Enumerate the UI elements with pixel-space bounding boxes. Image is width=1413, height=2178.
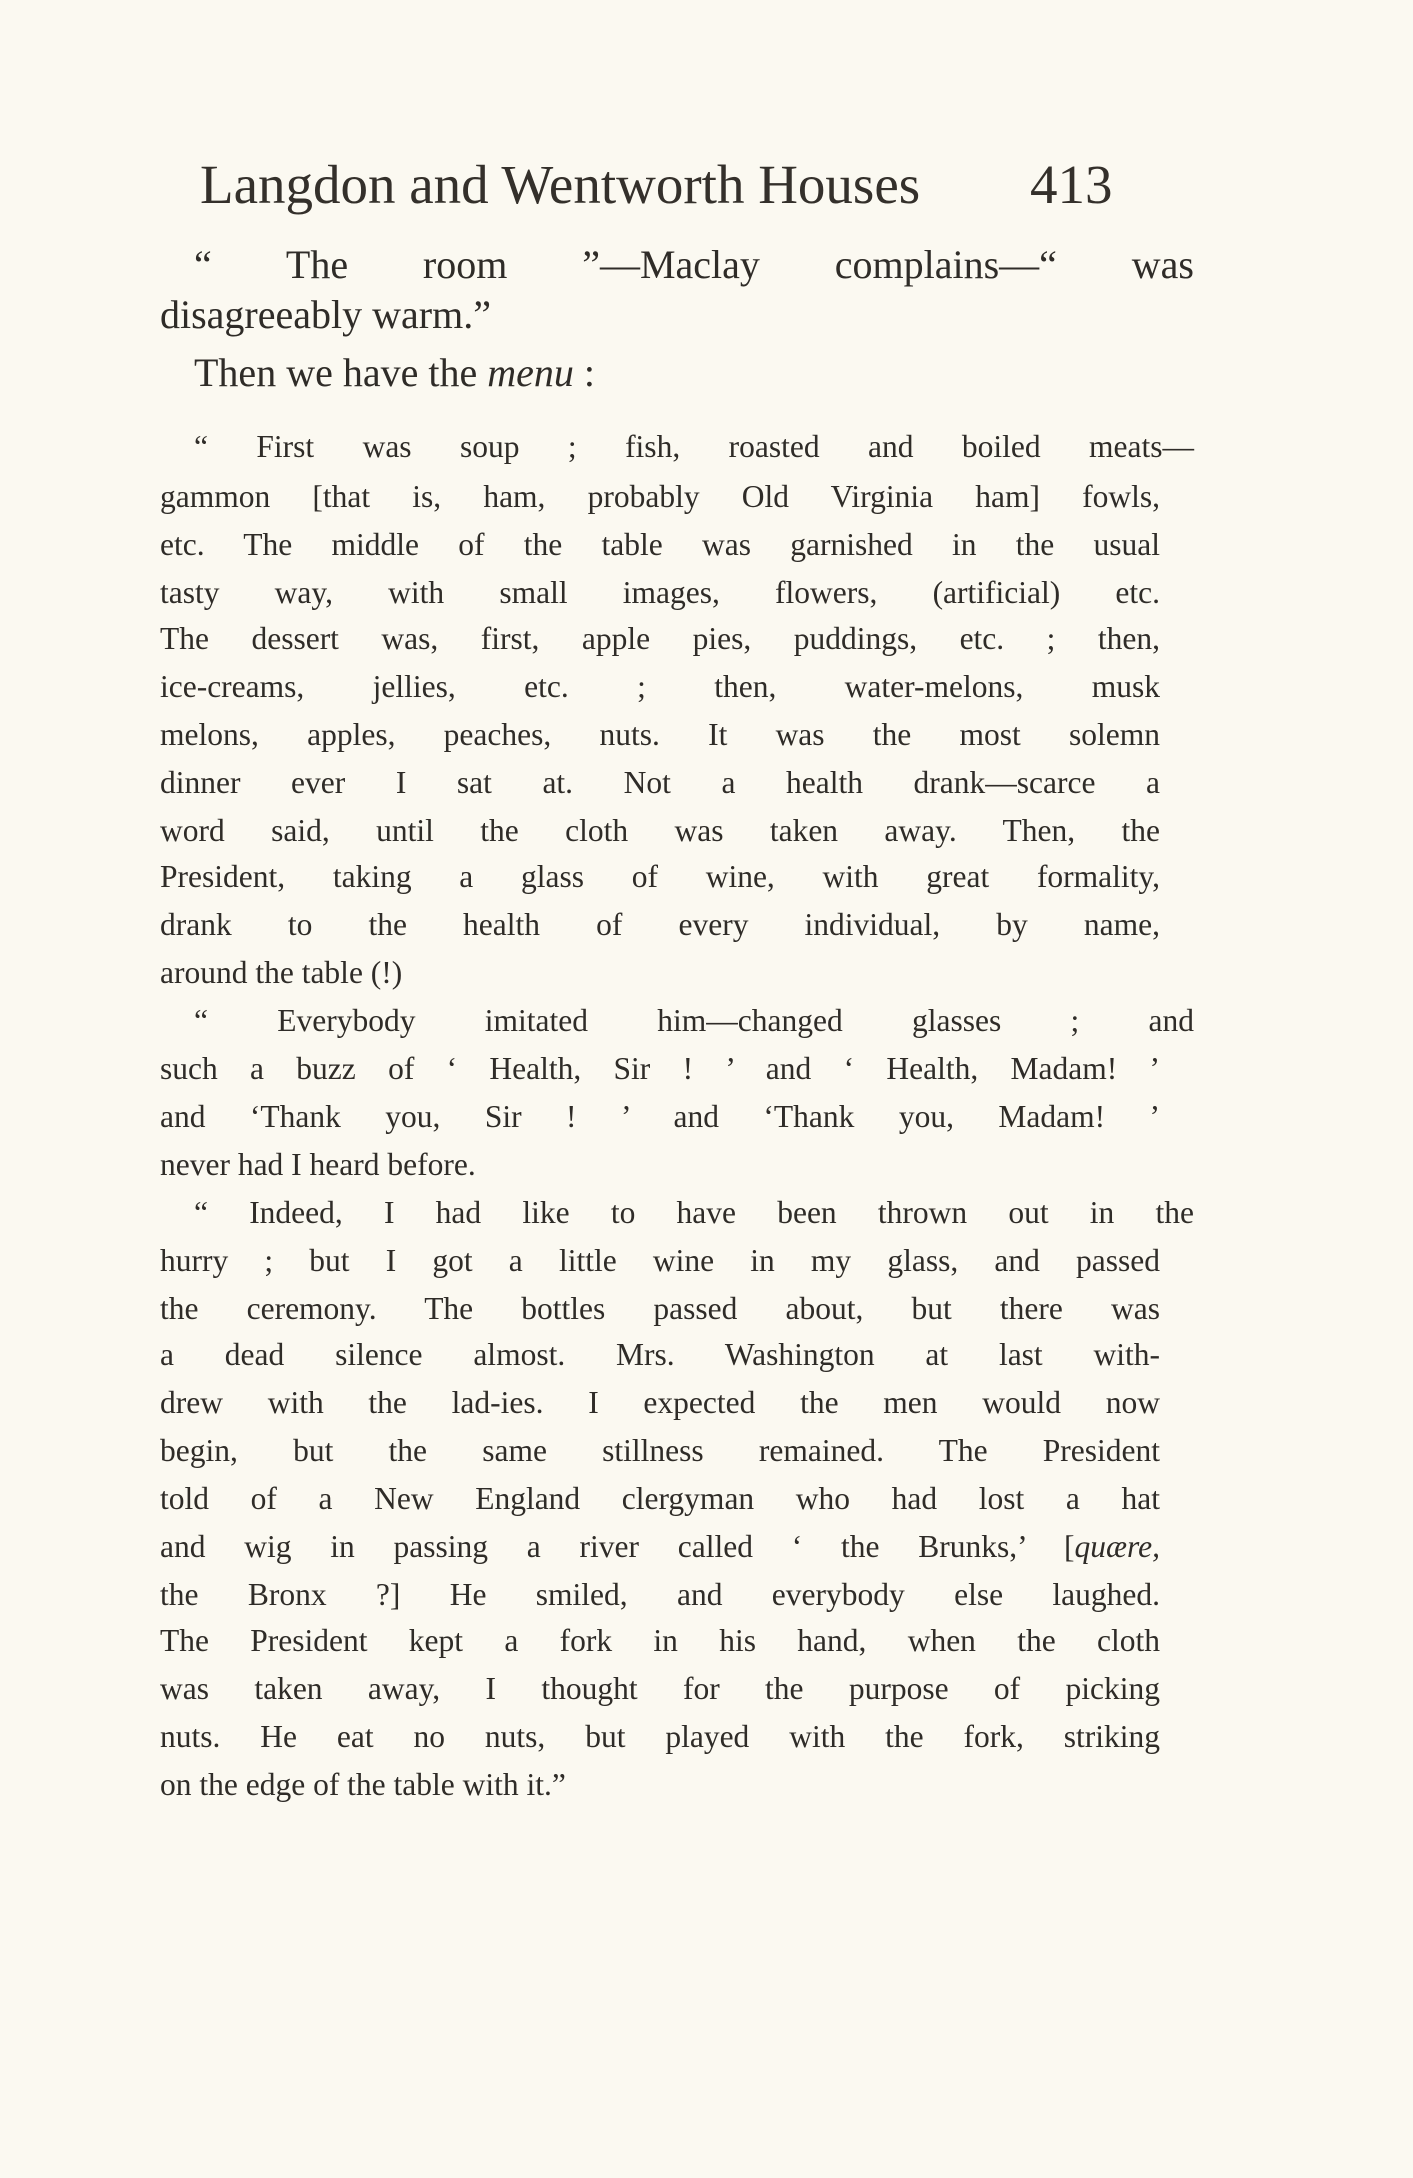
text-line: President, taking a glass of wine, with great formality, — [160, 859, 1160, 894]
text-line: drew with the lad-ies. I expected the men would now — [160, 1385, 1160, 1420]
running-head — [200, 150, 1160, 220]
text-line: the ceremony. The bottles passed about, but there was — [160, 1291, 1160, 1326]
text-line: was taken away, I thought for the purpose of picking — [160, 1671, 1160, 1706]
text-line: tasty way, with small images, flowers, (artificial) etc. — [160, 575, 1160, 610]
text-line: dinner ever I sat at. Not a health drank—scarce a — [160, 765, 1160, 800]
text-line: nuts. He eat no nuts, but played with the fork, striking — [160, 1719, 1160, 1754]
text-line: etc. The middle of the table was garnished in the usual — [160, 527, 1160, 562]
text-line: a dead silence almost. Mrs. Washington at last with- — [160, 1337, 1160, 1372]
text-line: “ Everybody imitated him—changed glasses ; and — [194, 1003, 1194, 1038]
text-line: told of a New England clergyman who had lost a hat — [160, 1481, 1160, 1516]
text-line: melons, apples, peaches, nuts. It was the most solemn — [160, 717, 1160, 752]
text-line: ice-creams, jellies, etc. ; then, water-melons, musk — [160, 669, 1160, 704]
text-line: and ‘Thank you, Sir ! ’ and ‘Thank you, Madam! ’ — [160, 1099, 1160, 1134]
text-line: word said, until the cloth was taken away. Then, the — [160, 813, 1160, 848]
text-line: drank to the health of every individual, by name, — [160, 907, 1160, 942]
text-line: and wig in passing a river called ‘ the Brunks,’ [quære, — [160, 1529, 1160, 1564]
text-line: on the edge of the table with it.” — [160, 1767, 566, 1802]
text-line: “ First was soup ; fish, roasted and boiled meats— — [194, 429, 1194, 464]
text-line: around the table (!) — [160, 955, 403, 990]
text-line: disagreeably warm.” — [160, 292, 491, 337]
text-line: The President kept a fork in his hand, when the cloth — [160, 1623, 1160, 1658]
text-line: hurry ; but I got a little wine in my glass, and passed — [160, 1243, 1160, 1278]
text-line: gammon [that is, ham, probably Old Virginia ham] fowls, — [160, 479, 1160, 514]
italic-text: quære, — [1074, 1529, 1160, 1564]
text-line: “ Indeed, I had like to have been thrown out in the — [194, 1195, 1194, 1230]
text-line: never had I heard before. — [160, 1147, 476, 1182]
text-line: such a buzz of ‘ Health, Sir ! ’ and ‘ Health, Madam! ’ — [160, 1051, 1160, 1086]
running-title: Langdon and Wentworth Houses — [200, 154, 921, 215]
text-line: “ The room ”—Maclay complains—“ was — [194, 242, 1194, 287]
text-line: The dessert was, first, apple pies, puddings, etc. ; then, — [160, 621, 1160, 656]
italic-text: menu — [487, 350, 574, 395]
page-number: 413 — [1030, 154, 1113, 215]
text-line: Then we have the menu : — [194, 350, 595, 395]
text-line: begin, but the same stillness remained. The President — [160, 1433, 1160, 1468]
text-line: the Bronx ?] He smiled, and everybody else laughed. — [160, 1577, 1160, 1612]
